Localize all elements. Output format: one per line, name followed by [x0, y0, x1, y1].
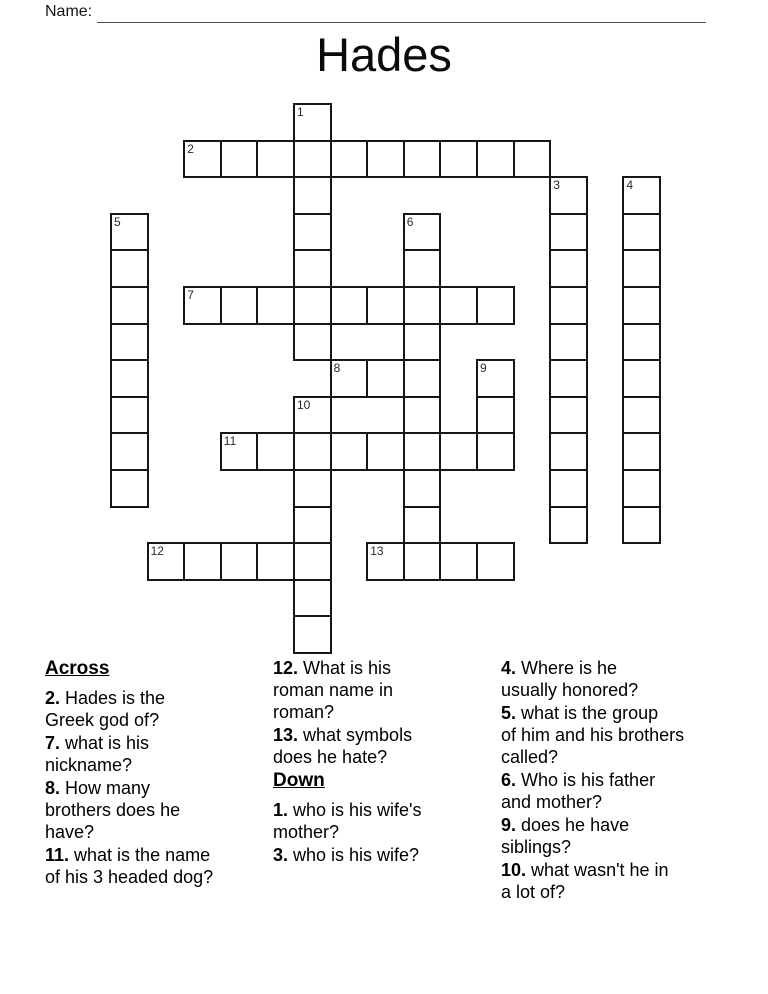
grid-cell: [293, 469, 332, 508]
cell-number: 3: [553, 178, 560, 193]
grid-cell: [293, 249, 332, 288]
clue-10: 10. what wasn't he in a lot of?: [501, 860, 669, 902]
clue-9: 9. does he have siblings?: [501, 815, 630, 857]
grid-cell: [293, 506, 332, 545]
grid-cell: [183, 542, 222, 581]
grid-cell: [622, 432, 661, 471]
cell-number: 11: [223, 434, 237, 449]
cell-number: 1: [297, 105, 304, 119]
clue-3: 3. who is his wife?: [273, 845, 420, 865]
clue-column-2: [273, 657, 422, 867]
grid-cell: [403, 359, 442, 398]
grid-cell: [403, 286, 442, 325]
grid-cell: [293, 542, 332, 581]
cell-number: 8: [333, 361, 341, 376]
grid-cell: [110, 469, 149, 508]
grid-cell: [293, 176, 332, 215]
cell-number: 10: [297, 397, 311, 412]
grid-cell: [293, 579, 332, 618]
grid-cell: [513, 140, 552, 179]
grid-cell: [403, 432, 442, 471]
grid-cell: [293, 432, 332, 471]
grid-cell: [220, 542, 259, 581]
grid-cell-13: [366, 542, 405, 581]
grid-cell: [549, 506, 588, 545]
clue-2: 2. Hades is the Greek god of?: [45, 688, 166, 730]
grid-cell: [476, 140, 515, 179]
grid-cell: [366, 286, 405, 325]
grid-cell: [330, 140, 369, 179]
grid-cell: [403, 506, 442, 545]
grid-cell: [330, 396, 405, 435]
grid-cell-9: [476, 359, 515, 398]
across-heading: Across: [45, 658, 110, 679]
grid-cell: [476, 286, 515, 325]
grid-cell: [403, 140, 442, 179]
cell-number: 12: [150, 544, 164, 559]
grid-cell: [403, 396, 442, 435]
grid-cell-2: [183, 140, 222, 179]
grid-cell-7: [183, 286, 222, 325]
grid-cell: [439, 542, 478, 581]
grid-cell: [403, 469, 442, 508]
down-heading: Down: [273, 770, 325, 791]
grid-cell: [220, 140, 259, 179]
grid-cell: [403, 249, 442, 288]
grid-cell: [256, 432, 295, 471]
grid-cell: [622, 469, 661, 508]
clue-column-1: [45, 657, 213, 889]
clue-1: 1. who is his wife's mother?: [273, 800, 422, 842]
grid-cell: [549, 469, 588, 508]
grid-cell-5: [110, 213, 149, 252]
grid-cell-10: [293, 396, 332, 435]
cell-number: 4: [626, 178, 634, 193]
clue-column-3: [501, 657, 684, 904]
grid-cell: [622, 359, 661, 398]
cell-number: 13: [370, 544, 384, 559]
grid-cell: [293, 615, 332, 654]
clue-11: 11. what is the name of his 3 headed dog?: [45, 845, 214, 887]
grid-cell: [403, 542, 442, 581]
grid-cell-3: [549, 176, 588, 215]
grid-cell: [110, 396, 149, 435]
clue-7: 7. what is his nickname?: [45, 733, 150, 775]
grid-cell: [110, 286, 149, 325]
grid-cell: [330, 432, 369, 471]
grid-cell: [256, 286, 295, 325]
grid-cell: [549, 249, 588, 288]
grid-cell-4: [622, 176, 661, 215]
cell-number: 5: [114, 214, 121, 229]
grid-cell: [549, 396, 588, 435]
grid-cell: [403, 323, 442, 362]
grid-cell: [293, 323, 332, 362]
grid-cell: [366, 432, 405, 471]
puzzle-title: Hades: [316, 28, 452, 81]
grid-cell: [293, 213, 332, 252]
grid-cell: [110, 323, 149, 362]
cell-number: 9: [480, 361, 487, 376]
cell-number: 7: [187, 288, 194, 302]
grid-cell-8: [330, 359, 369, 398]
grid-cell: [366, 359, 405, 398]
grid-cell: [549, 323, 588, 362]
clue-4: 4. Where is he usually honored?: [501, 658, 639, 700]
cell-number: 6: [406, 214, 414, 229]
grid-cell: [622, 506, 661, 545]
grid-cell: [476, 542, 515, 581]
grid-cell: [622, 323, 661, 362]
grid-cell: [476, 432, 515, 471]
grid-cell: [366, 140, 405, 179]
grid-cell: [439, 432, 478, 471]
grid-cell-12: [147, 542, 186, 581]
grid-cell: [110, 359, 149, 398]
grid-cell: [330, 286, 369, 325]
grid-cell: [220, 286, 259, 325]
grid-cell: [549, 432, 588, 471]
grid-cell: [622, 249, 661, 288]
clue-8: 8. How many brothers does he have?: [45, 778, 181, 842]
grid-cell: [549, 286, 588, 325]
name-blank-line: [97, 22, 706, 23]
grid-cell: [476, 396, 515, 435]
grid-cell-11: [220, 432, 259, 471]
grid-cell-6: [403, 213, 442, 252]
grid-cell-1: [293, 103, 332, 142]
grid-cell: [256, 140, 295, 179]
grid-cell: [549, 213, 588, 252]
grid-cell: [622, 213, 661, 252]
grid-cell: [110, 432, 149, 471]
grid-cell: [549, 359, 588, 398]
cell-number: 2: [187, 141, 194, 156]
clue-12: 12. What is his roman name in roman?: [273, 658, 394, 722]
name-label: Name:: [45, 3, 93, 20]
grid-cell: [622, 286, 661, 325]
clue-6: 6. Who is his father and mother?: [501, 770, 656, 812]
clue-5: 5. what is the group of him and his brothers called?: [501, 703, 685, 767]
clue-13: 13. what symbols does he hate?: [273, 725, 413, 767]
grid-cell: [256, 542, 295, 581]
grid-cell: [439, 140, 478, 179]
grid-cell: [439, 286, 478, 325]
grid-cell: [293, 286, 332, 325]
grid-cell: [293, 140, 332, 179]
grid-cell: [110, 249, 149, 288]
grid-cell: [622, 396, 661, 435]
